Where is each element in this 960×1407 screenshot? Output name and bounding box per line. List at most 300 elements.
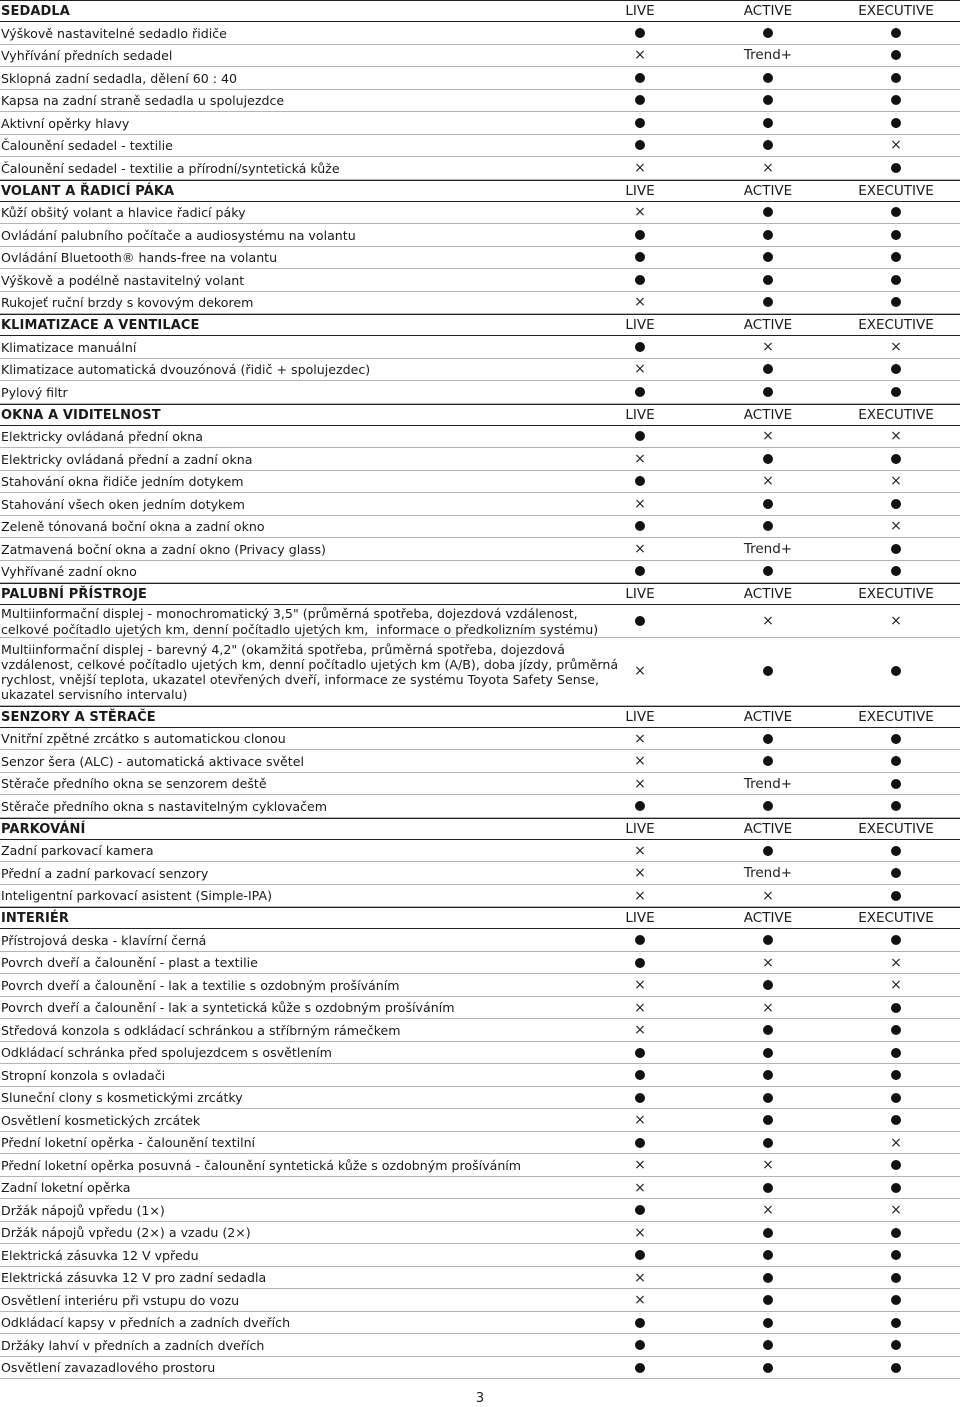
standard-dot-icon xyxy=(763,1070,773,1080)
standard-dot-icon xyxy=(635,95,645,105)
not-available-cross-icon: × xyxy=(762,999,774,1016)
not-available-cross-icon: × xyxy=(634,361,646,378)
cell-live xyxy=(600,561,680,583)
cell-live xyxy=(600,112,680,134)
standard-dot-icon xyxy=(763,1228,773,1238)
standard-dot-icon xyxy=(635,1340,645,1350)
cell-executive xyxy=(850,952,942,974)
feature-label: Vyhřívané zadní okno xyxy=(1,564,137,580)
standard-dot-icon xyxy=(635,387,645,397)
standard-dot-icon xyxy=(891,275,901,285)
table-row xyxy=(0,90,960,113)
table-row xyxy=(0,974,960,997)
standard-dot-icon xyxy=(891,1003,901,1013)
feature-label: Aktivní opěrky hlavy xyxy=(1,115,130,131)
section-title: OKNA A VIDITELNOST xyxy=(1,407,161,423)
cell-executive xyxy=(850,516,942,538)
not-available-cross-icon: × xyxy=(890,473,902,490)
cell-live xyxy=(600,292,680,314)
feature-label: Osvětlení kosmetických zrcátek xyxy=(1,1112,201,1128)
standard-dot-icon xyxy=(891,1340,901,1350)
not-available-cross-icon: × xyxy=(634,842,646,859)
standard-dot-icon xyxy=(635,28,645,38)
cell-active xyxy=(728,997,808,1019)
standard-dot-icon xyxy=(763,364,773,374)
cell-live xyxy=(600,1222,680,1244)
column-header-executive: EXECUTIVE xyxy=(858,317,934,333)
feature-label: Elektrická zásuvka 12 V pro zadní sedadla xyxy=(1,1270,267,1286)
cell-live xyxy=(600,952,680,974)
cell-live xyxy=(600,840,680,862)
cell-active xyxy=(728,22,808,44)
column-header-active: ACTIVE xyxy=(743,820,793,837)
table-row xyxy=(0,997,960,1020)
cell-live xyxy=(600,862,680,884)
feature-label: Ovládání Bluetooth® hands-free na volantu xyxy=(1,250,278,266)
cell-executive xyxy=(850,1177,942,1199)
cell-live xyxy=(600,493,680,515)
standard-dot-icon xyxy=(891,1273,901,1283)
cell-live xyxy=(600,638,680,705)
standard-dot-icon xyxy=(635,252,645,262)
not-available-cross-icon: × xyxy=(634,294,646,311)
feature-label: Výškově nastavitelné sedadlo řidiče xyxy=(1,25,227,41)
standard-dot-icon xyxy=(763,207,773,217)
standard-dot-icon xyxy=(763,1025,773,1035)
cell-executive xyxy=(850,471,942,493)
cell-executive xyxy=(850,224,942,246)
section-header xyxy=(0,706,960,728)
standard-dot-icon xyxy=(763,1093,773,1103)
standard-dot-icon xyxy=(635,1250,645,1260)
standard-dot-icon xyxy=(763,1048,773,1058)
cell-executive xyxy=(850,1357,942,1379)
cell-live xyxy=(600,1042,680,1064)
standard-dot-icon xyxy=(763,980,773,990)
standard-dot-icon xyxy=(763,1183,773,1193)
cell-active xyxy=(728,728,808,750)
table-row xyxy=(0,112,960,135)
standard-dot-icon xyxy=(635,521,645,531)
standard-dot-icon xyxy=(635,566,645,576)
cell-live xyxy=(600,1019,680,1041)
standard-dot-icon xyxy=(763,252,773,262)
table-row xyxy=(0,1244,960,1267)
cell-executive xyxy=(850,1064,942,1086)
cell-active xyxy=(728,1357,808,1379)
table-row xyxy=(0,1109,960,1132)
section-header xyxy=(0,0,960,22)
table-row xyxy=(0,840,960,863)
table-row xyxy=(0,1357,960,1380)
feature-label: Inteligentní parkovací asistent (Simple-IPA) xyxy=(1,888,272,904)
cell-live xyxy=(600,336,680,358)
cell-active xyxy=(728,862,808,884)
not-available-cross-icon: × xyxy=(634,495,646,512)
cell-executive xyxy=(850,1019,942,1041)
not-available-cross-icon: × xyxy=(634,1179,646,1196)
not-available-cross-icon: × xyxy=(890,428,902,445)
cell-live xyxy=(600,750,680,772)
cell-active xyxy=(728,112,808,134)
cell-executive xyxy=(850,840,942,862)
feature-label: Zadní parkovací kamera xyxy=(1,843,154,859)
cell-executive xyxy=(850,22,942,44)
feature-label: Sluneční clony s kosmetickými zrcátky xyxy=(1,1090,243,1106)
feature-label: Multiinformační displej - barevný 4,2" (okamžitá spotřeba, průměrná spotřeba, dojezdová vzdálenost, celkové počítadlo ujetých km, denní počítadlo ujetých km (A/B), doba jízdy, průměrná rychlost, vnější teplota, ukazatel otevřených dveří, informace ze systému Toyota Safety Sense, ukazatel servisního intervalu) xyxy=(1,641,619,703)
cell-live xyxy=(600,45,680,67)
standard-dot-icon xyxy=(763,756,773,766)
cell-executive xyxy=(850,202,942,224)
table-row xyxy=(0,885,960,908)
standard-dot-icon xyxy=(635,801,645,811)
feature-label: Rukojeť ruční brzdy s kovovým dekorem xyxy=(1,295,254,311)
standard-dot-icon xyxy=(763,1295,773,1305)
standard-dot-icon xyxy=(635,958,645,968)
standard-dot-icon xyxy=(635,230,645,240)
table-row xyxy=(0,929,960,952)
cell-active xyxy=(728,269,808,291)
not-available-cross-icon: × xyxy=(634,977,646,994)
column-header-executive: EXECUTIVE xyxy=(858,182,934,199)
cell-live xyxy=(600,1334,680,1356)
table-row xyxy=(0,135,960,158)
standard-dot-icon xyxy=(635,1093,645,1103)
standard-dot-icon xyxy=(891,1070,901,1080)
cell-active xyxy=(728,538,808,560)
not-available-cross-icon: × xyxy=(762,159,774,176)
cell-executive xyxy=(850,1109,942,1131)
standard-dot-icon xyxy=(891,50,901,60)
cell-executive xyxy=(850,381,942,403)
table-row xyxy=(0,1177,960,1200)
table-row xyxy=(0,157,960,180)
cell-active xyxy=(728,1087,808,1109)
not-available-cross-icon: × xyxy=(634,1157,646,1174)
standard-dot-icon xyxy=(763,666,773,676)
not-available-cross-icon: × xyxy=(890,518,902,535)
section-header xyxy=(0,404,960,426)
column-header-executive: EXECUTIVE xyxy=(858,3,934,19)
table-row xyxy=(0,1199,960,1222)
not-available-cross-icon: × xyxy=(634,663,646,680)
feature-label: Držák nápojů vpředu (2×) a vzadu (2×) xyxy=(1,1225,251,1241)
column-header-executive: EXECUTIVE xyxy=(858,910,934,927)
cell-live xyxy=(600,269,680,291)
feature-label: Kůží obšitý volant a hlavice řadicí páky xyxy=(1,205,246,221)
standard-dot-icon xyxy=(891,297,901,307)
standard-dot-icon xyxy=(763,566,773,576)
feature-label: Sklopná zadní sedadla, dělení 60 : 40 xyxy=(1,70,238,86)
table-row xyxy=(0,773,960,796)
feature-label: Výškově a podélně nastavitelný volant xyxy=(1,272,245,288)
feature-label: Čalounění sedadel - textilie a přírodní/syntetická kůže xyxy=(1,160,340,176)
cell-live xyxy=(600,1357,680,1379)
table-row xyxy=(0,359,960,382)
standard-dot-icon xyxy=(635,1138,645,1148)
cell-active xyxy=(728,448,808,470)
not-available-cross-icon: × xyxy=(634,1112,646,1129)
standard-dot-icon xyxy=(891,566,901,576)
column-header-active: ACTIVE xyxy=(743,317,793,333)
standard-dot-icon xyxy=(763,1273,773,1283)
not-available-cross-icon: × xyxy=(634,1292,646,1309)
cell-executive xyxy=(850,292,942,314)
standard-dot-icon xyxy=(763,801,773,811)
cell-executive xyxy=(850,112,942,134)
cell-live xyxy=(600,1267,680,1289)
cell-live xyxy=(600,795,680,817)
column-header-active: ACTIVE xyxy=(743,910,793,927)
table-row xyxy=(0,269,960,292)
table-row xyxy=(0,1289,960,1312)
not-available-cross-icon: × xyxy=(890,954,902,971)
not-available-cross-icon: × xyxy=(762,887,774,904)
cell-active xyxy=(728,381,808,403)
section-title: INTERIÉR xyxy=(1,911,70,927)
table-row xyxy=(0,862,960,885)
feature-label: Elektrická zásuvka 12 V vpředu xyxy=(1,1247,199,1263)
standard-dot-icon xyxy=(891,387,901,397)
cell-active xyxy=(728,1334,808,1356)
not-available-cross-icon: × xyxy=(634,540,646,557)
not-available-cross-icon: × xyxy=(762,428,774,445)
feature-label: Přední loketní opěrka posuvná - čalounění syntetická kůže s ozdobným prošíváním xyxy=(1,1157,522,1173)
cell-executive xyxy=(850,1199,942,1221)
table-row xyxy=(0,381,960,404)
standard-dot-icon xyxy=(763,297,773,307)
standard-dot-icon xyxy=(891,544,901,554)
standard-dot-icon xyxy=(635,73,645,83)
table-row xyxy=(0,1267,960,1290)
cell-live xyxy=(600,448,680,470)
standard-dot-icon xyxy=(891,779,901,789)
table-row xyxy=(0,45,960,68)
table-row xyxy=(0,638,960,706)
cell-active xyxy=(728,1109,808,1131)
section-title: VOLANT A ŘADICÍ PÁKA xyxy=(1,183,175,199)
standard-dot-icon xyxy=(635,118,645,128)
column-header-active: ACTIVE xyxy=(743,182,793,199)
column-header-live: LIVE xyxy=(625,910,655,927)
standard-dot-icon xyxy=(635,1318,645,1328)
not-available-cross-icon: × xyxy=(890,977,902,994)
cell-active xyxy=(728,1132,808,1154)
cell-active xyxy=(728,224,808,246)
feature-label: Multiinformační displej - monochromatický 3,5" (průměrná spotřeba, dojezdová vzdálenost, celkové počítadlo ujetých km, denní počítadlo ujetých km, informace o předkolizním systému) xyxy=(1,606,599,637)
cell-executive xyxy=(850,750,942,772)
cell-executive xyxy=(850,1087,942,1109)
package-label: Trend+ xyxy=(743,540,793,557)
cell-live xyxy=(600,359,680,381)
cell-active xyxy=(728,1154,808,1176)
standard-dot-icon xyxy=(891,1228,901,1238)
column-header-live: LIVE xyxy=(625,586,655,602)
cell-executive xyxy=(850,426,942,448)
cell-live xyxy=(600,90,680,112)
not-available-cross-icon: × xyxy=(890,338,902,355)
cell-live xyxy=(600,1109,680,1131)
feature-label: Přístrojová deska - klavírní černá xyxy=(1,932,207,948)
not-available-cross-icon: × xyxy=(634,775,646,792)
standard-dot-icon xyxy=(763,28,773,38)
not-available-cross-icon: × xyxy=(762,954,774,971)
table-row xyxy=(0,67,960,90)
cell-live xyxy=(600,1064,680,1086)
cell-live xyxy=(600,1244,680,1266)
column-header-executive: EXECUTIVE xyxy=(858,406,934,423)
not-available-cross-icon: × xyxy=(890,1134,902,1151)
cell-live xyxy=(600,1289,680,1311)
table-row xyxy=(0,1334,960,1357)
standard-dot-icon xyxy=(635,935,645,945)
standard-dot-icon xyxy=(891,252,901,262)
feature-label: Osvětlení zavazadlového prostoru xyxy=(1,1360,216,1376)
column-header-active: ACTIVE xyxy=(743,3,793,19)
cell-live xyxy=(600,1132,680,1154)
cell-active xyxy=(728,45,808,67)
cell-executive xyxy=(850,1289,942,1311)
feature-label: Povrch dveří a čalounění - plast a textilie xyxy=(1,955,258,971)
table-row xyxy=(0,1154,960,1177)
section-title: PALUBNÍ PŘÍSTROJE xyxy=(1,587,148,602)
column-header-live: LIVE xyxy=(625,317,655,333)
cell-live xyxy=(600,1177,680,1199)
standard-dot-icon xyxy=(635,431,645,441)
cell-executive xyxy=(850,247,942,269)
standard-dot-icon xyxy=(763,521,773,531)
standard-dot-icon xyxy=(891,230,901,240)
table-row xyxy=(0,336,960,359)
cell-live xyxy=(600,202,680,224)
standard-dot-icon xyxy=(763,1115,773,1125)
not-available-cross-icon: × xyxy=(634,159,646,176)
table-row xyxy=(0,471,960,494)
table-row xyxy=(0,952,960,975)
package-label: Trend+ xyxy=(743,775,793,792)
table-row xyxy=(0,1019,960,1042)
standard-dot-icon xyxy=(891,1160,901,1170)
standard-dot-icon xyxy=(891,666,901,676)
not-available-cross-icon: × xyxy=(634,887,646,904)
section-header xyxy=(0,907,960,929)
column-header-live: LIVE xyxy=(625,406,655,423)
standard-dot-icon xyxy=(763,935,773,945)
cell-active xyxy=(728,247,808,269)
page-number: 3 xyxy=(475,1391,485,1406)
standard-dot-icon xyxy=(763,95,773,105)
cell-active xyxy=(728,493,808,515)
not-available-cross-icon: × xyxy=(762,338,774,355)
cell-executive xyxy=(850,493,942,515)
table-row xyxy=(0,224,960,247)
cell-active xyxy=(728,605,808,637)
not-available-cross-icon: × xyxy=(634,753,646,770)
cell-executive xyxy=(850,974,942,996)
table-row xyxy=(0,795,960,818)
cell-active xyxy=(728,157,808,179)
column-header-live: LIVE xyxy=(625,3,655,19)
standard-dot-icon xyxy=(891,1093,901,1103)
cell-live xyxy=(600,1154,680,1176)
section-header xyxy=(0,583,960,605)
table-row xyxy=(0,1087,960,1110)
cell-live xyxy=(600,929,680,951)
cell-live xyxy=(600,67,680,89)
cell-executive xyxy=(850,1132,942,1154)
feature-label: Klimatizace automatická dvouzónová (řidič + spolujezdec) xyxy=(1,362,371,378)
standard-dot-icon xyxy=(635,1070,645,1080)
cell-executive xyxy=(850,773,942,795)
cell-active xyxy=(728,1177,808,1199)
cell-executive xyxy=(850,1154,942,1176)
cell-active xyxy=(728,885,808,907)
cell-live xyxy=(600,1199,680,1221)
feature-label: Povrch dveří a čalounění - lak a textilie s ozdobným prošíváním xyxy=(1,977,400,993)
column-header-live: LIVE xyxy=(625,820,655,837)
not-available-cross-icon: × xyxy=(890,137,902,154)
cell-active xyxy=(728,202,808,224)
cell-live xyxy=(600,974,680,996)
feature-label: Přední a zadní parkovací senzory xyxy=(1,865,209,881)
table-row xyxy=(0,426,960,449)
cell-executive xyxy=(850,1312,942,1334)
cell-live xyxy=(600,728,680,750)
feature-label: Klimatizace manuální xyxy=(1,339,137,355)
cell-live xyxy=(600,135,680,157)
feature-label: Pylový filtr xyxy=(1,384,68,400)
standard-dot-icon xyxy=(635,616,645,626)
standard-dot-icon xyxy=(891,454,901,464)
cell-active xyxy=(728,336,808,358)
cell-executive xyxy=(850,1267,942,1289)
not-available-cross-icon: × xyxy=(634,1022,646,1039)
cell-active xyxy=(728,359,808,381)
cell-executive xyxy=(850,269,942,291)
cell-active xyxy=(728,952,808,974)
feature-label: Elektricky ovládaná přední a zadní okna xyxy=(1,451,253,467)
feature-label: Držák nápojů vpředu (1×) xyxy=(1,1202,165,1218)
cell-active xyxy=(728,1312,808,1334)
table-row xyxy=(0,1222,960,1245)
standard-dot-icon xyxy=(635,342,645,352)
cell-executive xyxy=(850,795,942,817)
cell-executive xyxy=(850,135,942,157)
cell-active xyxy=(728,1222,808,1244)
not-available-cross-icon: × xyxy=(762,1157,774,1174)
cell-active xyxy=(728,1244,808,1266)
package-label: Trend+ xyxy=(743,865,793,882)
standard-dot-icon xyxy=(891,207,901,217)
column-header-active: ACTIVE xyxy=(743,708,793,725)
not-available-cross-icon: × xyxy=(890,613,902,629)
not-available-cross-icon: × xyxy=(762,473,774,490)
standard-dot-icon xyxy=(891,734,901,744)
standard-dot-icon xyxy=(763,1363,773,1373)
cell-executive xyxy=(850,638,942,705)
cell-executive xyxy=(850,929,942,951)
standard-dot-icon xyxy=(891,499,901,509)
standard-dot-icon xyxy=(891,118,901,128)
feature-label: Držáky lahví v předních a zadních dveřích xyxy=(1,1337,265,1353)
standard-dot-icon xyxy=(891,891,901,901)
standard-dot-icon xyxy=(891,1025,901,1035)
cell-active xyxy=(728,292,808,314)
cell-executive xyxy=(850,45,942,67)
standard-dot-icon xyxy=(891,364,901,374)
cell-live xyxy=(600,538,680,560)
standard-dot-icon xyxy=(891,1295,901,1305)
